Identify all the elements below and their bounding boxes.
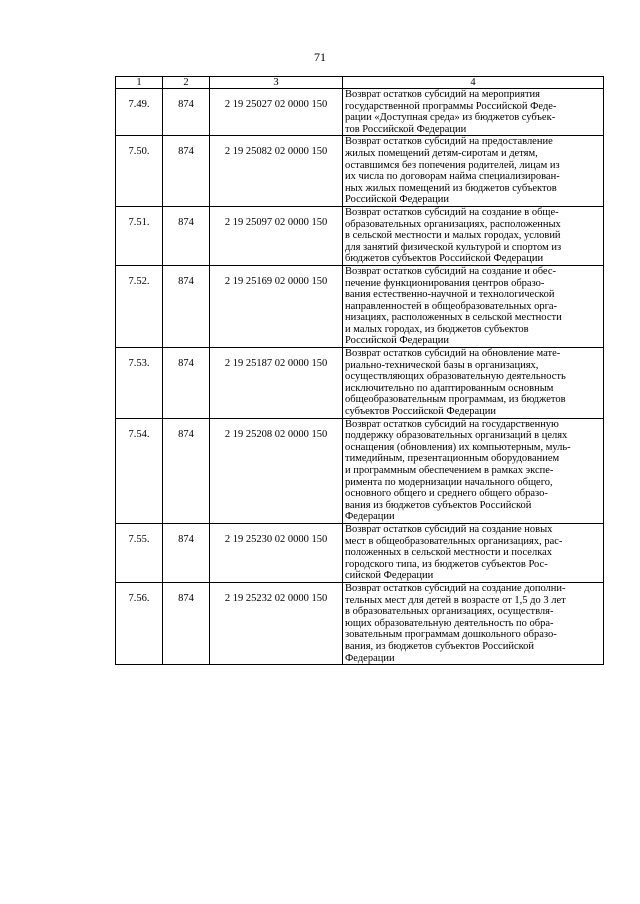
budget-classification-code: 2 19 25187 02 0000 150 <box>210 348 343 419</box>
row-number: 7.55. <box>116 523 163 582</box>
income-description <box>343 206 604 265</box>
income-description-text: Возврат остатков субсидий на мероприятия государственной программы Российской Феде- рации «Доступная среда» из бюджетов субъек- тов Российской Федерации <box>345 89 557 135</box>
header-col-1: 1 <box>116 77 163 89</box>
row-number: 7.56. <box>116 582 163 664</box>
budget-classification-code: 2 19 25082 02 0000 150 <box>210 136 343 207</box>
income-description <box>343 418 604 523</box>
table-row <box>116 348 604 419</box>
budget-classification-code: 2 19 25097 02 0000 150 <box>210 206 343 265</box>
income-description-text: Возврат остатков субсидий на обновление мате- риально-технической базы в организациях, осуществляющих образовательную деятельность исключительно по адаптированным основным общеобразовательным программам, из бюджетов субъектов Российской Федерации <box>345 348 566 418</box>
income-description <box>343 89 604 136</box>
table-row <box>116 206 604 265</box>
income-description-text: Возврат остатков субсидий на предоставление жилых помещений детям-сиротам и детям, оставшимся без попечения родителей, лицам из их числа по договорам найма специализирован- ных жилых помещений из бюджетов субъектов Российской Федерации <box>345 136 560 206</box>
admin-code: 874 <box>163 582 210 664</box>
income-description <box>343 136 604 207</box>
admin-code: 874 <box>163 206 210 265</box>
admin-code: 874 <box>163 265 210 347</box>
table-row <box>116 265 604 347</box>
budget-classification-code: 2 19 25027 02 0000 150 <box>210 89 343 136</box>
table-row <box>116 523 604 582</box>
income-description-text: Возврат остатков субсидий на создание дополни- тельных мест для детей в возрасте от 1,5 до 3 лет в образовательных организациях, осуществля- ющих образовательную деятельность по обра- зовательным программам дошкольного образо- вания, из бюджетов субъектов Российской Федерации <box>345 582 566 664</box>
header-col-3: 3 <box>210 77 343 89</box>
budget-codes-table <box>115 76 604 665</box>
header-col-4: 4 <box>343 77 604 89</box>
table-row <box>116 582 604 664</box>
page-number: 71 <box>314 50 326 64</box>
admin-code: 874 <box>163 523 210 582</box>
row-number: 7.54. <box>116 418 163 523</box>
budget-classification-code: 2 19 25232 02 0000 150 <box>210 582 343 664</box>
row-number: 7.52. <box>116 265 163 347</box>
table-row <box>116 136 604 207</box>
admin-code: 874 <box>163 136 210 207</box>
budget-classification-code: 2 19 25169 02 0000 150 <box>210 265 343 347</box>
admin-code: 874 <box>163 348 210 419</box>
row-number: 7.50. <box>116 136 163 207</box>
income-description-text: Возврат остатков субсидий на государственную поддержку образовательных организаций в целях оснащения (обновления) их компьютерным, муль- тимедийным, презентационным оборудованием и программным обеспечением в рамках экспе- римента по модернизации начального общего, основного общего и среднего общего образо- вания из бюджетов субъектов Российской Федерации <box>345 418 571 523</box>
income-description <box>343 523 604 582</box>
row-number: 7.51. <box>116 206 163 265</box>
income-description <box>343 348 604 419</box>
header-col-2: 2 <box>163 77 210 89</box>
budget-classification-code: 2 19 25230 02 0000 150 <box>210 523 343 582</box>
table-header-row <box>116 77 604 89</box>
budget-classification-code: 2 19 25208 02 0000 150 <box>210 418 343 523</box>
income-description-text: Возврат остатков субсидий на создание в обще- образовательных организациях, расположенных в сельской местности и малых городах, условий для занятий физической культурой и спортом из бюджетов субъектов Российской Федерации <box>345 206 562 265</box>
income-description-text: Возврат остатков субсидий на создание новых мест в общеобразовательных организациях, рас- положенных в сельской местности и поселках городского типа, из бюджетов субъектов Рос- сийской Федерации <box>345 523 563 582</box>
row-number: 7.53. <box>116 348 163 419</box>
income-description <box>343 582 604 664</box>
table-row <box>116 418 604 523</box>
admin-code: 874 <box>163 418 210 523</box>
admin-code: 874 <box>163 89 210 136</box>
income-description-text: Возврат остатков субсидий на создание и обес- печение функционирования центров образо- вания естественно-научной и технологической направленностей в общеобразовательных орга- низациях, расположенных в сельской местности и малых городах, из бюджетов субъектов Российской Федерации <box>345 265 562 347</box>
income-description <box>343 265 604 347</box>
table-row <box>116 89 604 136</box>
row-number: 7.49. <box>116 89 163 136</box>
